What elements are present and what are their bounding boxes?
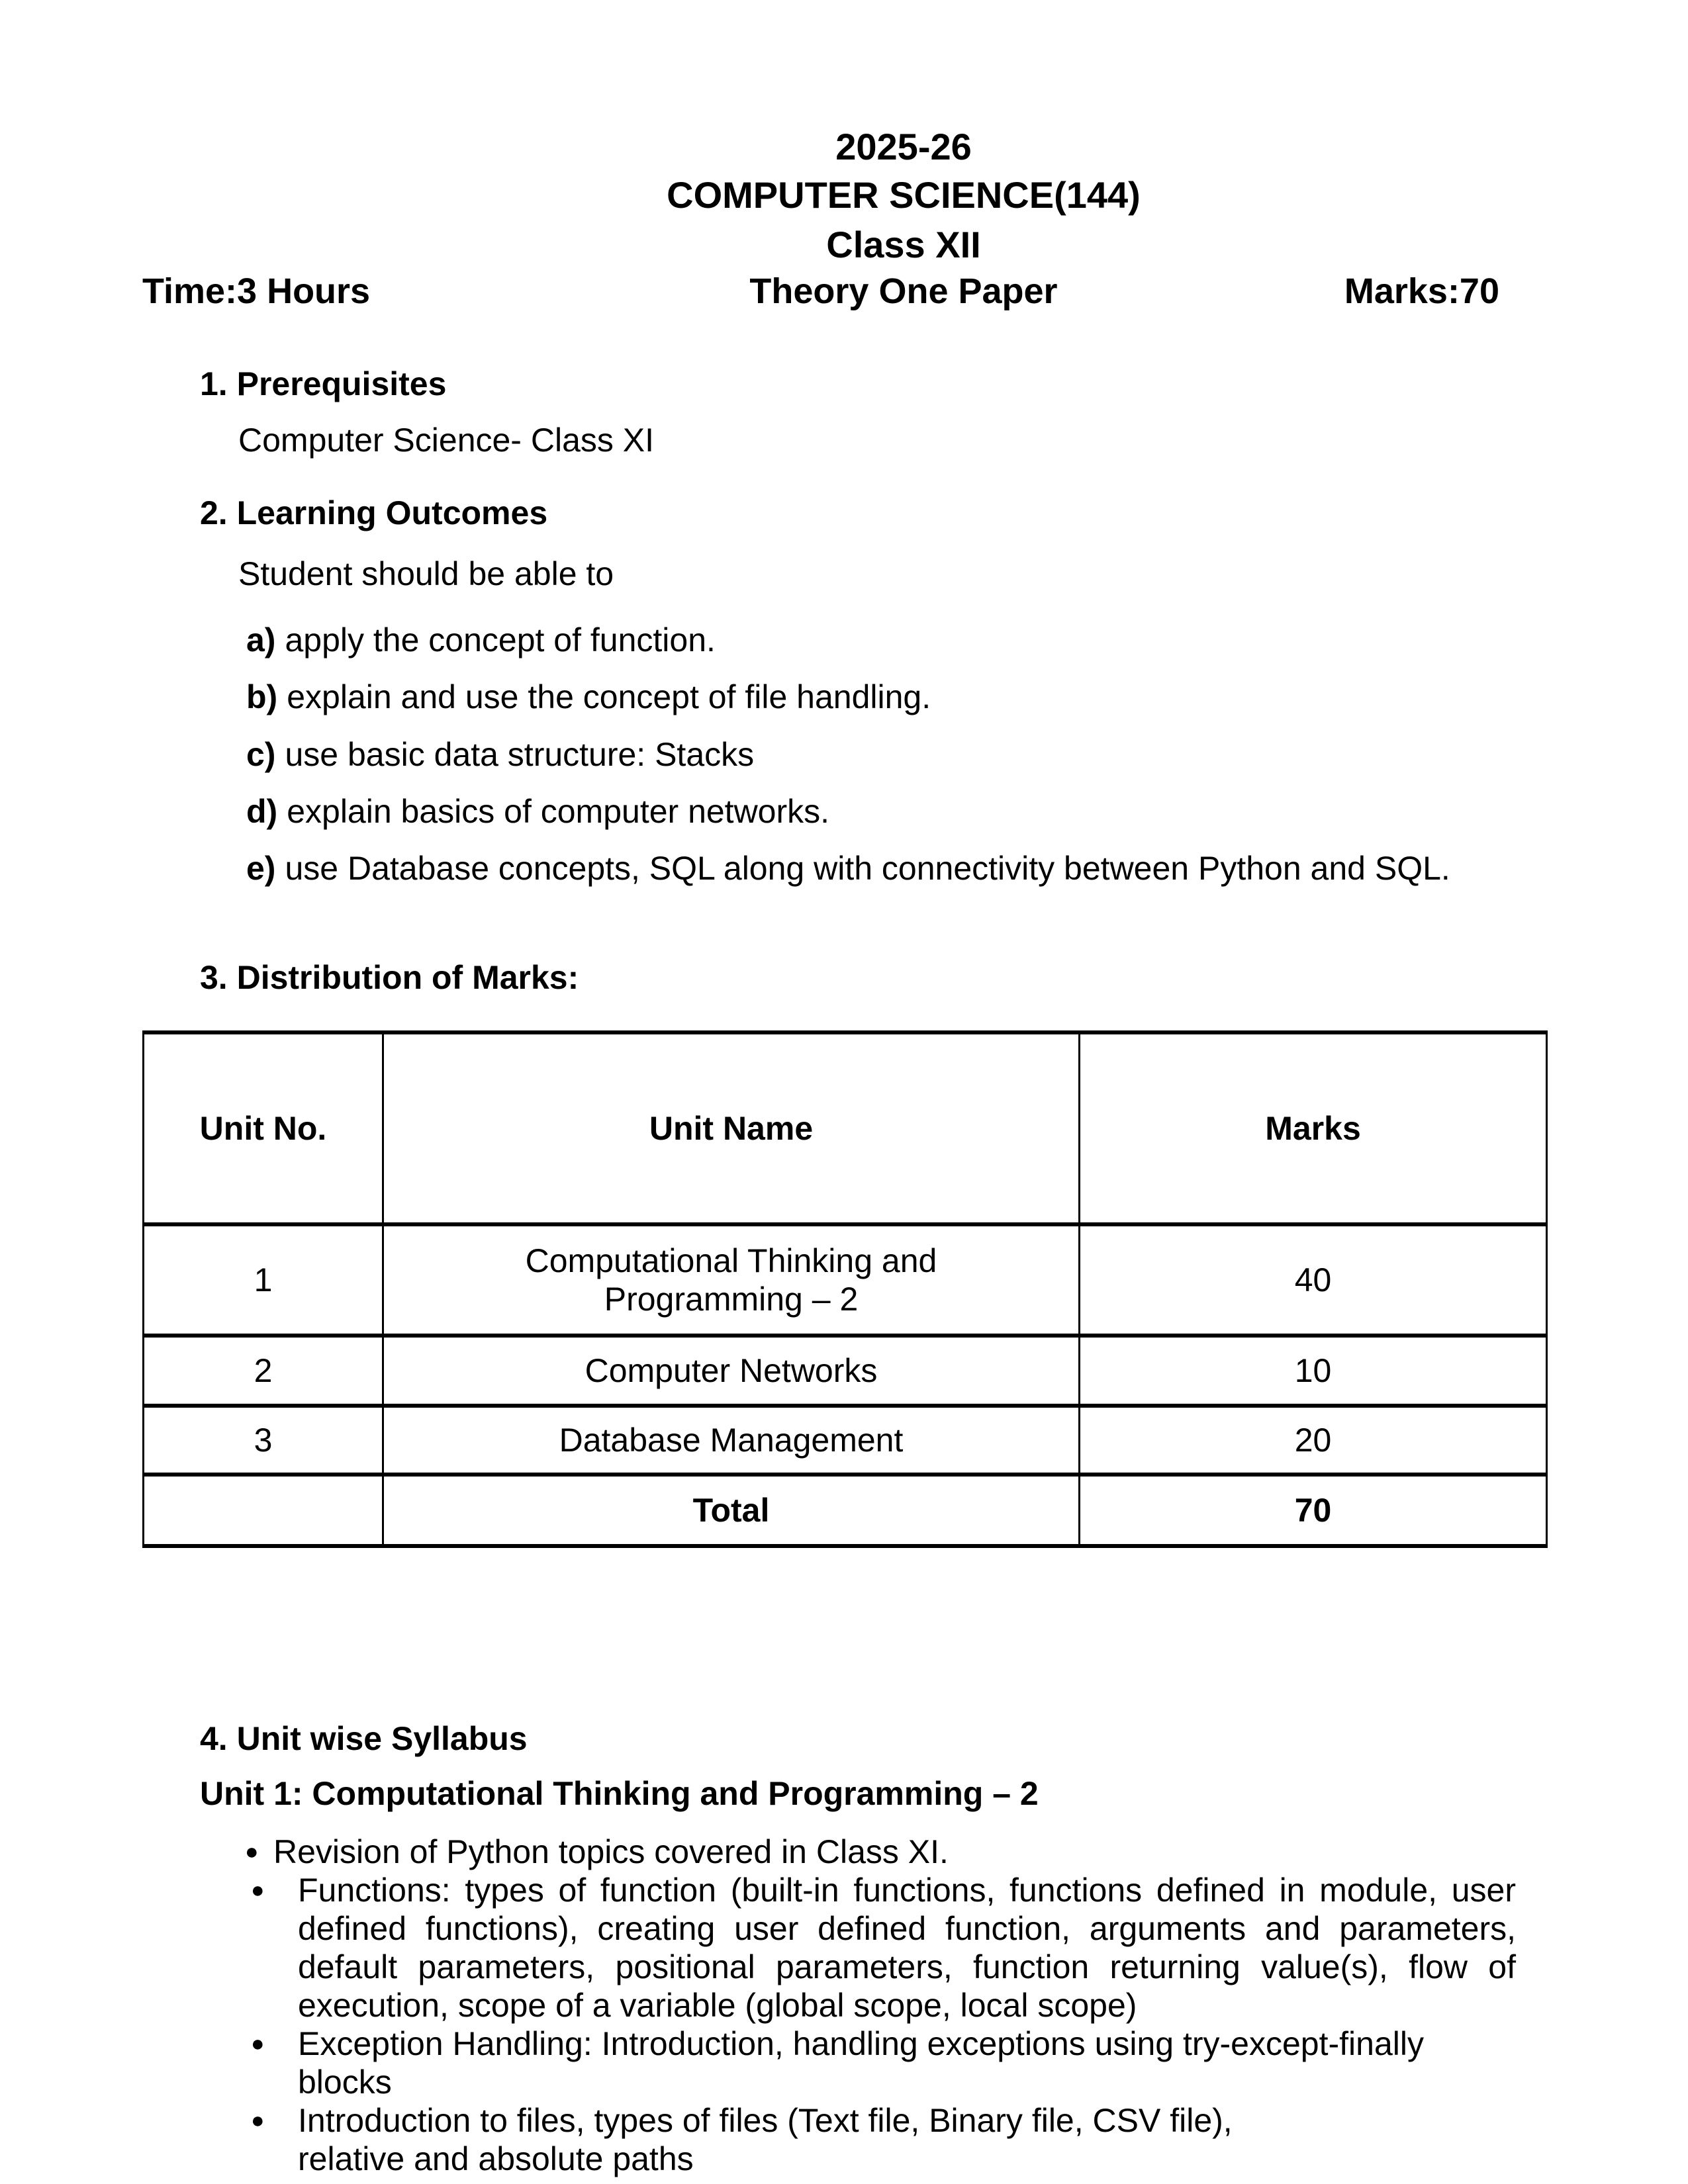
outcome-item-e bbox=[246, 848, 1450, 888]
marks-cell: 20 bbox=[1080, 1406, 1547, 1475]
bullet-line: defined functions), creating user defined function, arguments and parameters, bbox=[298, 1910, 1516, 1947]
table-row-unit-2 bbox=[144, 1336, 1547, 1406]
outcome-item-d bbox=[246, 792, 829, 831]
learning-outcomes-intro: Student should be able to bbox=[238, 555, 614, 592]
outcome-text: explain and use the concept of file handling. bbox=[287, 678, 931, 715]
marks-cell: 40 bbox=[1080, 1224, 1547, 1336]
unit-name-cell: Database Management bbox=[383, 1406, 1080, 1475]
bullet-item-exception-handling bbox=[199, 2025, 1516, 2101]
bullet-item-functions bbox=[199, 1871, 1516, 2025]
column-header-unit-no: Unit No. bbox=[144, 1032, 383, 1224]
section-heading-unit-wise-syllabus: 4. Unit wise Syllabus bbox=[200, 1720, 528, 1757]
outcome-text: use basic data structure: Stacks bbox=[285, 736, 755, 773]
page-title-subject: COMPUTER SCIENCE(144) bbox=[667, 174, 1141, 216]
page-title-class: Class XII bbox=[826, 224, 981, 265]
syllabus-bullet-list bbox=[199, 1833, 1516, 2178]
unit-name-cell bbox=[383, 1224, 1080, 1336]
outcome-label: e) bbox=[246, 850, 276, 887]
bullet-line: relative and absolute paths bbox=[298, 2140, 694, 2177]
column-header-unit-name: Unit Name bbox=[383, 1032, 1080, 1224]
bullet-item-files-intro bbox=[199, 2101, 1516, 2178]
page-title-year: 2025-26 bbox=[835, 126, 972, 167]
outcome-text: apply the concept of function. bbox=[285, 621, 716, 659]
marks-label: Marks:70 bbox=[1344, 271, 1499, 311]
outcome-text: explain basics of computer networks. bbox=[287, 793, 830, 830]
total-label-cell: Total bbox=[383, 1475, 1080, 1546]
bullet-line: Functions: types of function (built-in functions, functions defined in module, user bbox=[298, 1872, 1516, 1909]
section-heading-learning-outcomes: 2. Learning Outcomes bbox=[200, 494, 548, 531]
empty-cell bbox=[144, 1475, 383, 1546]
unit-no-cell: 3 bbox=[144, 1406, 383, 1475]
prerequisites-text: Computer Science- Class XI bbox=[238, 422, 655, 459]
table-row-unit-3 bbox=[144, 1406, 1547, 1475]
outcome-item-a bbox=[246, 620, 716, 660]
outcome-item-c bbox=[246, 735, 754, 774]
table-header-row bbox=[144, 1032, 1547, 1224]
unit-name-cell: Computer Networks bbox=[383, 1336, 1080, 1406]
outcome-text: use Database concepts, SQL along with connectivity between Python and SQL. bbox=[285, 850, 1450, 887]
unit-no-cell: 1 bbox=[144, 1224, 383, 1336]
outcome-label: d) bbox=[246, 793, 278, 830]
outcome-label: c) bbox=[246, 736, 276, 773]
bullet-line: Revision of Python topics covered in Class XI. bbox=[273, 1833, 949, 1870]
bullet-icon: ● bbox=[251, 2108, 265, 2133]
total-marks-cell: 70 bbox=[1080, 1475, 1547, 1546]
bullet-line: Exception Handling: Introduction, handling exceptions using try-except-finally bbox=[298, 2025, 1424, 2062]
bullet-line: default parameters, positional parameters, function returning value(s), flow of bbox=[298, 1948, 1516, 1985]
section-heading-marks-distribution: 3. Distribution of Marks: bbox=[200, 959, 579, 996]
unit-name-text: Computational Thinking and Programming – 2 bbox=[525, 1242, 937, 1318]
bullet-icon: ● bbox=[251, 2031, 265, 2056]
outcome-item-b bbox=[246, 677, 931, 717]
bullet-item-revision bbox=[199, 1833, 1516, 1871]
outcome-label: b) bbox=[246, 678, 278, 715]
bullet-line: Introduction to files, types of files (Text file, Binary file, CSV file), bbox=[298, 2102, 1233, 2139]
column-header-marks: Marks bbox=[1080, 1032, 1547, 1224]
unit-no-cell: 2 bbox=[144, 1336, 383, 1406]
unit1-heading: Unit 1: Computational Thinking and Programming – 2 bbox=[200, 1775, 1039, 1812]
bullet-line: execution, scope of a variable (global scope, local scope) bbox=[298, 1987, 1137, 2024]
bullet-icon: ● bbox=[245, 1839, 259, 1864]
paper-type-label: Theory One Paper bbox=[749, 271, 1058, 311]
bullet-icon: ● bbox=[251, 1878, 265, 1903]
table-row-unit-1 bbox=[144, 1224, 1547, 1336]
table-total-row bbox=[144, 1475, 1547, 1546]
outcome-label: a) bbox=[246, 621, 276, 659]
marks-table bbox=[142, 1030, 1548, 1548]
time-label: Time:3 Hours bbox=[142, 271, 371, 311]
bullet-line: blocks bbox=[298, 2064, 392, 2101]
marks-cell: 10 bbox=[1080, 1336, 1547, 1406]
section-heading-prerequisites: 1. Prerequisites bbox=[200, 365, 447, 402]
